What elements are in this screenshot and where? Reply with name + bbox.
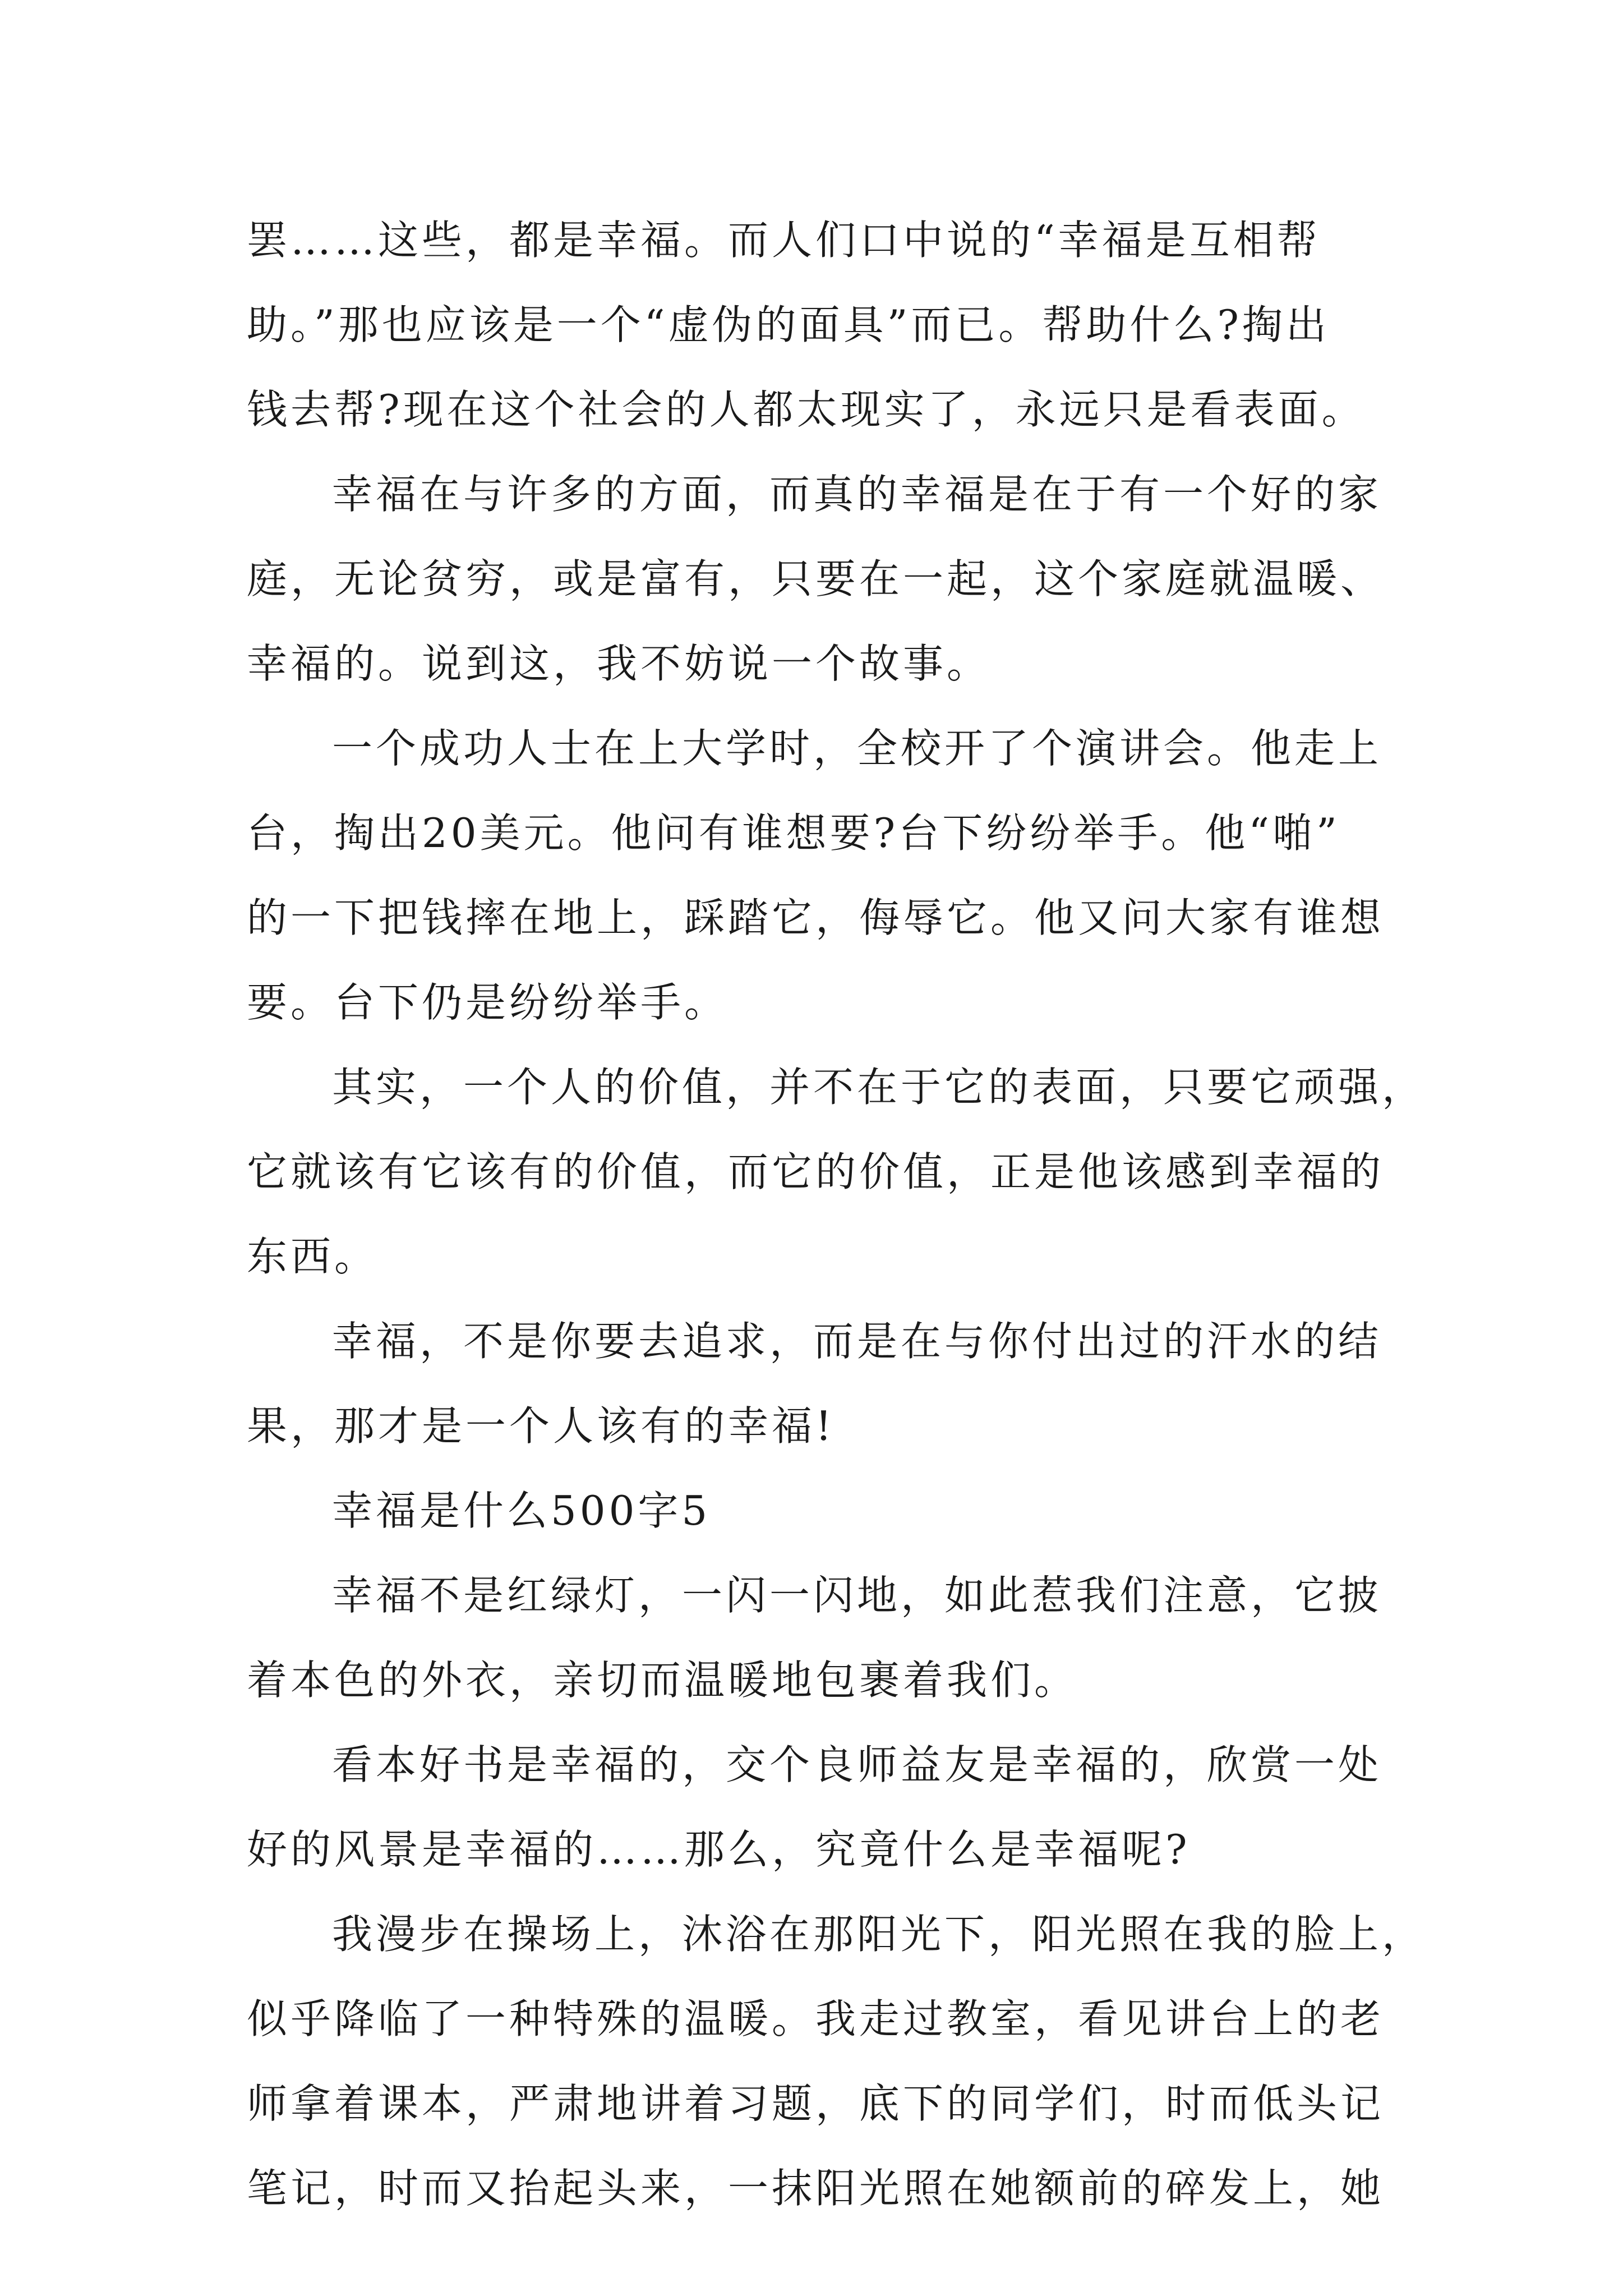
- text-line: 庭，无论贫穷，或是富有，只要在一起，这个家庭就温暖、: [247, 555, 1385, 602]
- paragraph-start-line: 其实，一个人的价值，并不在于它的表面，只要它顽强，: [332, 1064, 1426, 1111]
- body-text: [247, 198, 1426, 2231]
- text-line: 的一下把钱摔在地上，踩踏它，侮辱它。他又问大家有谁想: [247, 894, 1385, 941]
- paragraph-start-line: 我漫步在操场上，沐浴在那阳光下，阳光照在我的脸上，: [332, 1911, 1426, 1958]
- paragraph-start-line: 幸福，不是你要去追求，而是在与你付出过的汗水的结: [332, 1318, 1382, 1365]
- text-line: 幸福的。说到这，我不妨说一个故事。: [247, 640, 991, 687]
- paragraph-start-line: 看本好书是幸福的，交个良师益友是幸福的，欣赏一处: [332, 1741, 1382, 1788]
- text-line: 助。”那也应该是一个“虚伪的面具”而已。帮助什么?掏出: [247, 301, 1330, 348]
- text-line: 好的风景是幸福的……那么，究竟什么是幸福呢?: [247, 1826, 1191, 1873]
- text-line: 着本色的外衣，亲切而温暖地包裹着我们。: [247, 1657, 1078, 1704]
- paragraph-start-line: 一个成功人士在上大学时，全校开了个演讲会。他走上: [332, 725, 1382, 772]
- text-line: 似乎降临了一种特殊的温暖。我走过教室，看见讲台上的老: [247, 1995, 1385, 2042]
- text-line: 它就该有它该有的价值，而它的价值，正是他该感到幸福的: [247, 1148, 1385, 1195]
- text-line: 罢……这些，都是幸福。而人们口中说的“幸福是互相帮: [247, 217, 1321, 264]
- paragraph-start-line: 幸福在与许多的方面，而真的幸福是在于有一个好的家: [332, 471, 1382, 518]
- paragraph-start-line: 幸福不是红绿灯，一闪一闪地，如此惹我们注意，它披: [332, 1572, 1382, 1619]
- text-line: 台，掏出20美元。他问有谁想要?台下纷纷举手。他“啪”: [247, 809, 1340, 857]
- text-line: 果，那才是一个人该有的幸福!: [247, 1402, 835, 1450]
- text-line: 笔记，时而又抬起头来，一抹阳光照在她额前的碎发上，她: [247, 2165, 1385, 2212]
- text-line: 钱去帮?现在这个社会的人都太现实了，永远只是看表面。: [247, 386, 1366, 433]
- section-heading: 幸福是什么500字5: [332, 1487, 711, 1534]
- text-line: 要。台下仍是纷纷举手。: [247, 979, 728, 1026]
- text-line: 师拿着课本，严肃地讲着习题，底下的同学们，时而低头记: [247, 2080, 1385, 2127]
- text-line: 东西。: [247, 1233, 379, 1280]
